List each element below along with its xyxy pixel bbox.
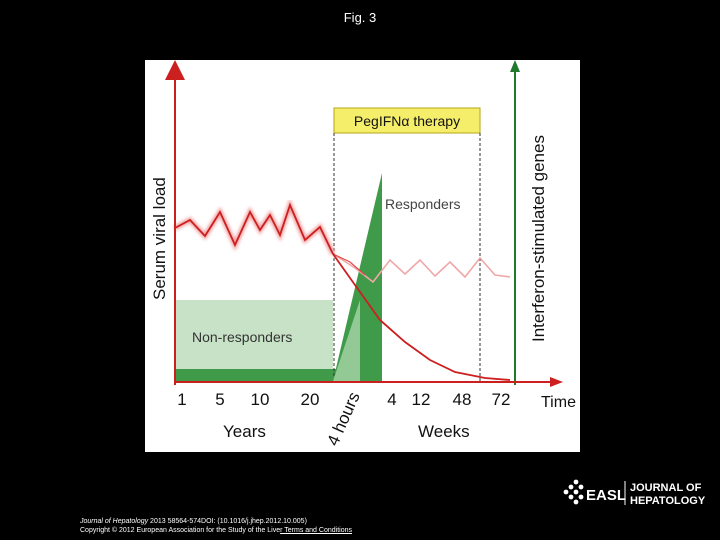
logo-line2: HEPATOLOGY — [630, 495, 706, 507]
tick-week-72: 72 — [491, 390, 511, 409]
tick-year-20: 20 — [300, 390, 320, 409]
tick-year-1: 1 — [177, 390, 187, 409]
x-axis-arrow — [550, 377, 563, 387]
citation-line — [80, 517, 352, 526]
figure-panel — [145, 60, 580, 452]
tick-week-12: 12 — [411, 390, 431, 409]
terms-link[interactable]: r Terms and Conditions — [280, 527, 352, 535]
nonresponders-label: Non-responders — [192, 329, 293, 345]
year-ticks — [177, 390, 319, 409]
journal-name: Journal of Hepatology — [80, 518, 149, 525]
years-label: Years — [223, 422, 266, 441]
tick-week-4: 4 — [387, 390, 397, 409]
citation — [80, 517, 352, 535]
easl-dots-icon — [564, 480, 584, 505]
journal-logo — [560, 475, 715, 510]
y-axis-right-arrow — [510, 60, 520, 72]
weeks-label: Weeks — [418, 422, 470, 441]
citation-details: 2013 58564-574DOI: (10.1016/j.jhep.2012.10.005) — [148, 518, 307, 525]
responders-label: Responders — [385, 196, 461, 212]
time-label: Time — [541, 394, 576, 411]
tick-year-10: 10 — [250, 390, 270, 409]
y-left-label: Serum viral load — [150, 177, 169, 300]
figure-title: Fig. 3 — [343, 10, 377, 25]
tick-week-48: 48 — [452, 390, 472, 409]
therapy-label: PegIFNα therapy — [353, 113, 461, 129]
y-right-label: Interferon-stimulated genes — [529, 135, 548, 342]
tick-year-5: 5 — [215, 390, 225, 409]
viral-load-line — [175, 205, 333, 254]
logo-line1: JOURNAL OF — [630, 482, 702, 494]
logo-short: EASL — [586, 487, 627, 504]
week-ticks — [387, 390, 510, 409]
copyright-line — [80, 526, 352, 535]
hours-label: 4 hours — [323, 389, 364, 449]
copyright-text: Copyright © 2012 European Association for the Study of the Live — [80, 527, 281, 535]
